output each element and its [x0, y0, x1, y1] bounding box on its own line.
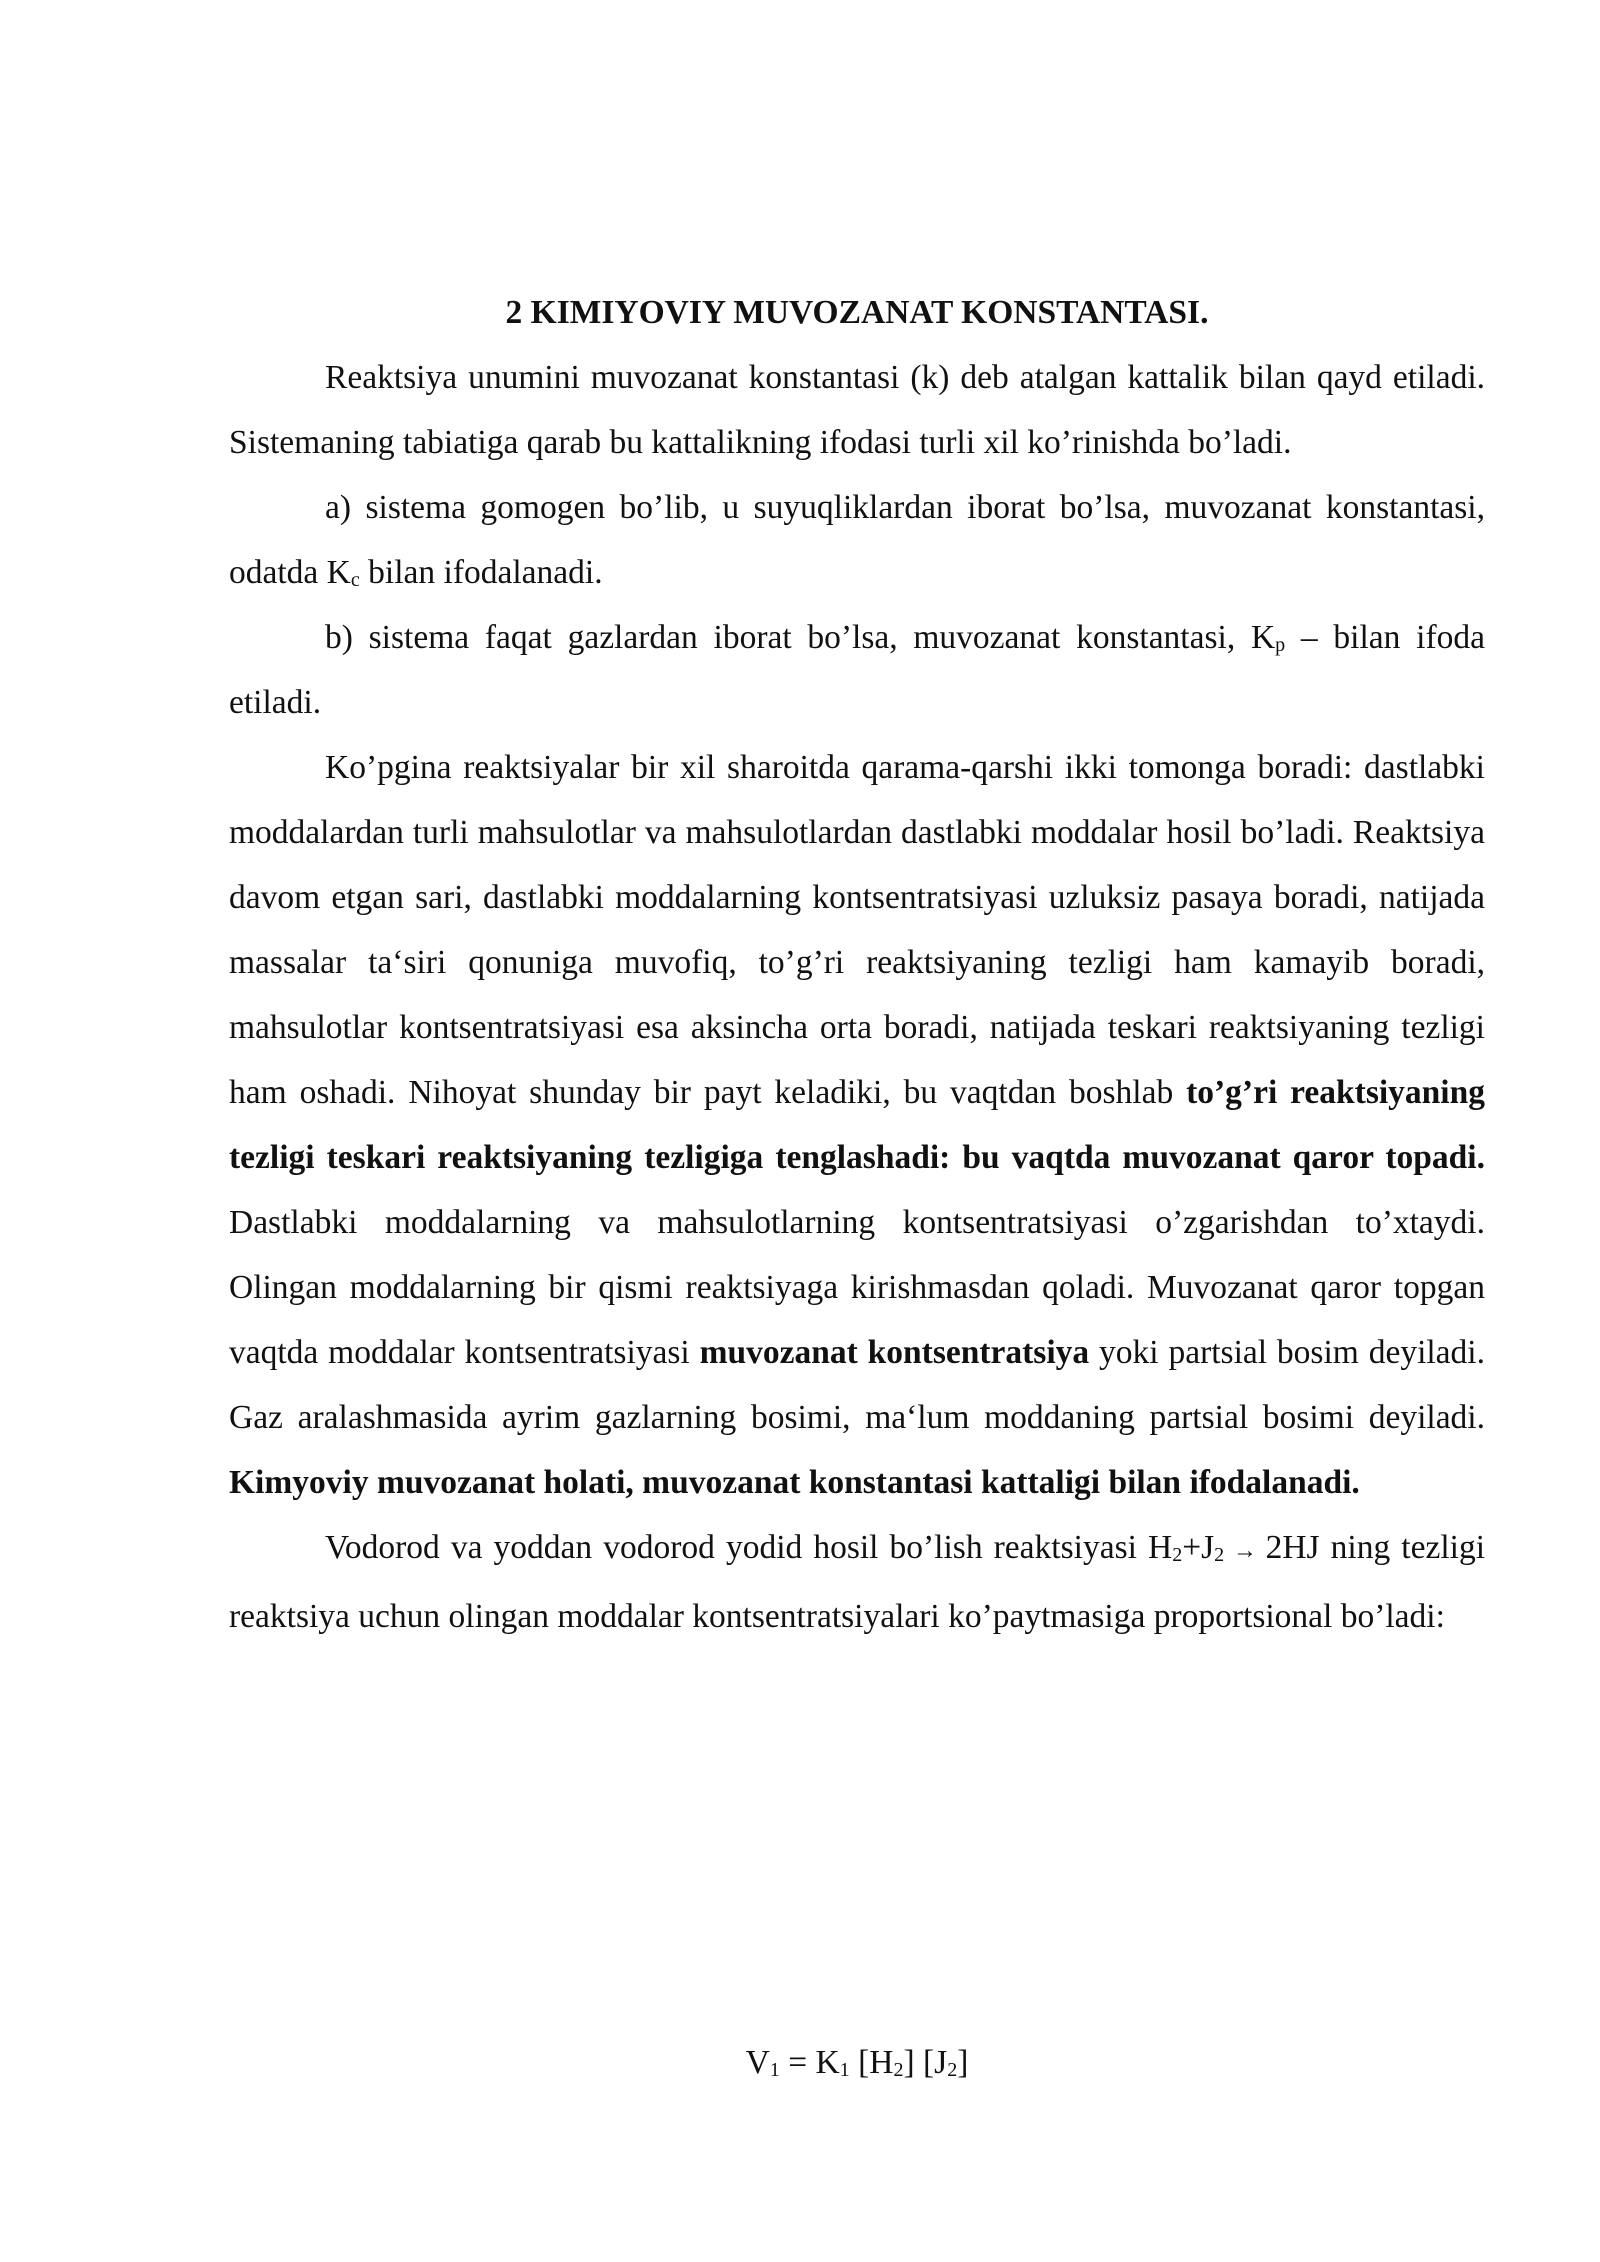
- text-span: V: [745, 2044, 770, 2081]
- subscript: p: [1275, 634, 1286, 656]
- text-span: a) sistema gomogen bo’lib, u suyuqliklardan iborat bo’lsa, muvozanat konstantasi, odatda K: [229, 489, 1485, 591]
- document-page: [229, 280, 1485, 2081]
- bold-text: Kimyoviy muvozanat holati, muvozanat konstantasi kattaligi bilan ifodalanadi.: [229, 1464, 1360, 1501]
- subscript: 1: [839, 2059, 850, 2081]
- subscript: 2: [893, 2059, 904, 2081]
- bold-text: muvozanat kontsentratsiya: [699, 1334, 1090, 1371]
- text-span: Ko’pgina reaktsiyalar bir xil sharoitda qarama-qarshi ikki tomonga boradi: dastlabki moddalardan turli mahsulotlar va mahsulotlardan dastlabki moddalar hosil bo’ladi. Reaktsiya davom etgan sari, dastlabki moddalarning kontsentratsiyasi uzluksiz pasaya boradi, natijada massalar ta‘siri qonuniga muvofiq, to’g’ri reaktsiyaning tezligi ham kamayib boradi, mahsulotlar kontsentratsiyasi esa aksincha orta boradi, natijada teskari reaktsiyaning tezligi ham oshadi. Nihoyat shunday bir payt keladiki, bu vaqtdan boshlab: [229, 749, 1485, 1111]
- paragraph-equilibrium: [229, 735, 1485, 1515]
- text-span: bilan ifodalanadi.: [359, 554, 603, 591]
- text-span: – bilan ifoda etiladi.: [229, 619, 1485, 721]
- text-span: 2HJ ning tezligi reaktsiya uchun olingan moddalar kontsentratsiyalari ko’paytmasiga proportsional bo’ladi:: [229, 1529, 1485, 1635]
- paragraph-case-a: [229, 475, 1485, 605]
- arrow-icon: →: [1224, 1538, 1266, 1564]
- subscript: 2: [1214, 1544, 1225, 1566]
- paragraph-case-b: [229, 605, 1485, 735]
- page-title: 2 KIMIYOVIY MUVOZANAT KONSTANTASI.: [505, 294, 1209, 331]
- bold-text: to’g’ri reaktsiyaning tezligi teskari reaktsiyaning tezligiga tenglashadi: bu vaqtda muvozanat qaror topadi.: [229, 1074, 1485, 1176]
- rate-formula: [229, 2030, 1485, 2095]
- paragraph-reaction: [229, 1515, 1485, 1649]
- subscript: 1: [769, 2059, 780, 2081]
- text-span: ] [J: [903, 2044, 948, 2081]
- text-span: yoki partsial bosim deyiladi. Gaz aralashmasida ayrim gazlarning bosimi, ma‘lum moddaning partsial bosimi deyiladi.: [229, 1334, 1485, 1436]
- text-span: b) sistema faqat gazlardan iborat bo’lsa, muvozanat konstantasi, K: [325, 619, 1276, 656]
- text-span: Vodorod va yoddan vodorod yodid hosil bo’lish reaktsiyasi H: [325, 1529, 1173, 1566]
- text-span: Dastlabki moddalarning va mahsulotlarning kontsentratsiyasi o’zgarishdan to’xtaydi. Olingan moddalarning bir qismi reaktsiyaga kirishmasdan qoladi. Muvozanat qaror topgan vaqtda moddalar kontsentratsiyasi: [229, 1204, 1485, 1371]
- paragraph-intro: Reaktsiya unumini muvozanat konstantasi (k) deb atalgan kattalik bilan qayd etiladi. Sistemaning tabiatiga qarab bu kattalikning ifodasi turli xil ko’rinishda bo’ladi.: [229, 359, 1485, 461]
- subscript: c: [350, 569, 360, 591]
- text-span: [H: [849, 2044, 894, 2081]
- subscript: 2: [1172, 1544, 1183, 1566]
- text-span: ]: [957, 2044, 969, 2081]
- subscript: 2: [947, 2059, 958, 2081]
- text-span: = K: [779, 2044, 840, 2081]
- text-span: +J: [1182, 1529, 1215, 1566]
